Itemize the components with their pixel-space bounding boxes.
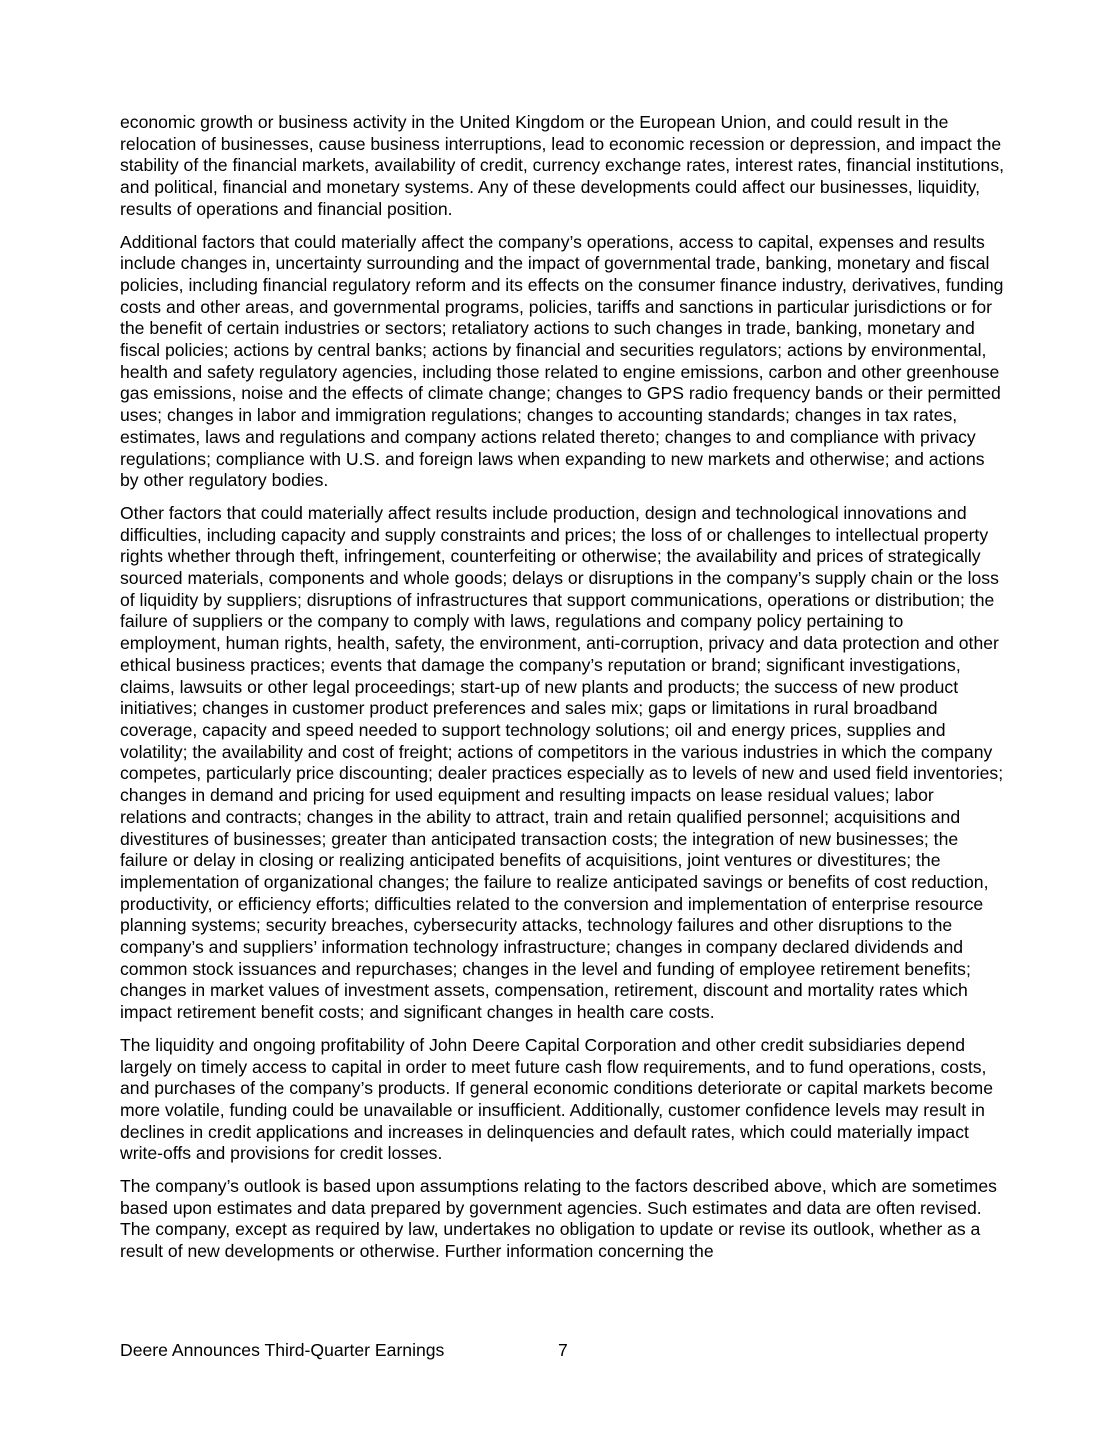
paragraph-additional-factors: Additional factors that could materially affect the company’s operations, access to capital, expenses and results include changes in, uncertainty surrounding and the impact of governmental trade, banking, monetary and fiscal policies, including financial regulatory reform and its effects on the consumer finance industry, derivatives, funding costs and other areas, and governmental programs, policies, tariffs and sanctions in particular jurisdictions or for the benefit of certain industries or sectors; retaliatory actions to such changes in trade, banking, monetary and fiscal policies; actions by central banks; actions by financial and securities regulators; actions by environmental, health and safety regulatory agencies, including those related to engine emissions, carbon and other greenhouse gas emissions, noise and the effects of climate change; changes to GPS radio frequency bands or their permitted uses; changes in labor and immigration regulations; changes to accounting standards; changes in tax rates, estimates, laws and regulations and company actions related thereto; changes to and compliance with privacy regulations; compliance with U.S. and foreign laws when expanding to new markets and otherwise; and actions by other regulatory bodies. bbox=[120, 231, 1004, 491]
paragraph-other-factors: Other factors that could materially affect results include production, design and technological innovations and difficulties, including capacity and supply constraints and prices; the loss of or challenges to intellectual property rights whether through theft, infringement, counterfeiting or otherwise; the availability and prices of strategically sourced materials, components and whole goods; delays or disruptions in the company’s supply chain or the loss of liquidity by suppliers; disruptions of infrastructures that support communications, operations or distribution; the failure of suppliers or the company to comply with laws, regulations and company policy pertaining to employment, human rights, health, safety, the environment, anti-corruption, privacy and data protection and other ethical business practices; events that damage the company’s reputation or brand; significant investigations, claims, lawsuits or other legal proceedings; start-up of new plants and products; the success of new product initiatives; changes in customer product preferences and sales mix; gaps or limitations in rural broadband coverage, capacity and speed needed to support technology solutions; oil and energy prices, supplies and volatility; the availability and cost of freight; actions of competitors in the various industries in which the company competes, particularly price discounting; dealer practices especially as to levels of new and used field inventories; changes in demand and pricing for used equipment and resulting impacts on lease residual values; labor relations and contracts; changes in the ability to attract, train and retain qualified personnel; acquisitions and divestitures of businesses; greater than anticipated transaction costs; the integration of new businesses; the failure or delay in closing or realizing anticipated benefits of acquisitions, joint ventures or divestitures; the implementation of organizational changes; the failure to realize anticipated savings or benefits of cost reduction, productivity, or efficiency efforts; difficulties related to the conversion and implementation of enterprise resource planning systems; security breaches, cybersecurity attacks, technology failures and other disruptions to the company’s and suppliers’ information technology infrastructure; changes in company declared dividends and common stock issuances and repurchases; changes in the level and funding of employee retirement benefits; changes in market values of investment assets, compensation, retirement, discount and mortality rates which impact retirement benefit costs; and significant changes in health care costs. bbox=[120, 502, 1004, 1023]
paragraph-outlook: The company’s outlook is based upon assumptions relating to the factors described above, which are sometimes based upon estimates and data prepared by government agencies. Such estimates and data are often revised. The company, except as required by law, undertakes no obligation to update or revise its outlook, whether as a result of new developments or otherwise. Further information concerning the bbox=[120, 1176, 997, 1262]
body-text bbox=[120, 112, 1005, 1274]
page-footer bbox=[120, 1339, 568, 1361]
footer-title: Deere Announces Third-Quarter Earnings bbox=[120, 1340, 445, 1360]
paragraph-liquidity: The liquidity and ongoing profitability of John Deere Capital Corporation and other credit subsidiaries depend largely on timely access to capital in order to meet future cash flow requirements, and to fund operations, costs, and purchases of the company’s products. If general economic conditions deteriorate or capital markets become more volatile, funding could be unavailable or insufficient. Additionally, customer confidence levels may result in declines in credit applications and increases in delinquencies and default rates, which could materially impact write-offs and provisions for credit losses. bbox=[120, 1034, 993, 1164]
paragraph-economic-growth: economic growth or business activity in the United Kingdom or the European Union, and could result in the relocation of businesses, cause business interruptions, lead to economic recession or depression, and impact the stability of the financial markets, availability of credit, currency exchange rates, interest rates, financial institutions, and political, financial and monetary systems. Any of these developments could affect our businesses, liquidity, results of operations and financial position. bbox=[120, 112, 1005, 219]
page-number: 7 bbox=[558, 1340, 568, 1360]
